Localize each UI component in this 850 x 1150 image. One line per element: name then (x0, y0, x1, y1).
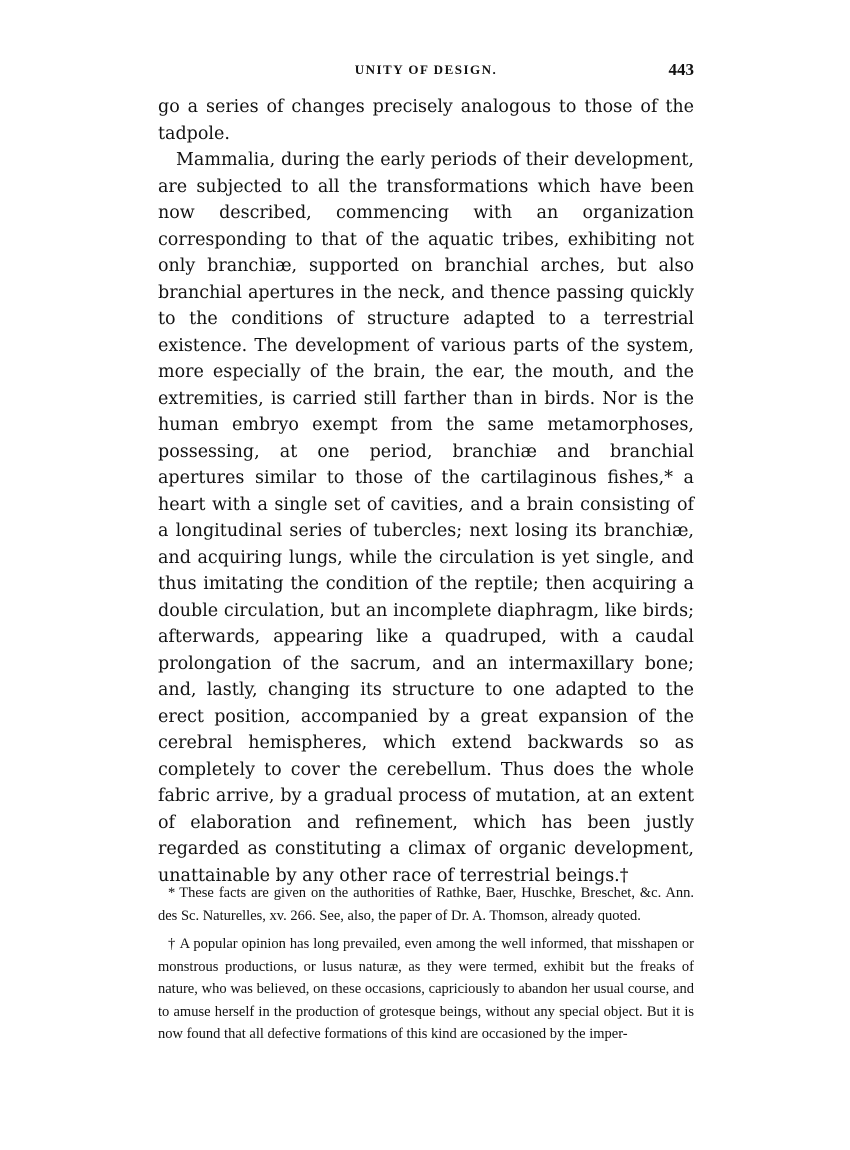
page-header (158, 60, 694, 84)
footnote-dagger (158, 933, 694, 1046)
footnote-marker: * (168, 885, 176, 901)
page-number: 443 (668, 60, 694, 79)
paragraph-continuation: go a series of changes precisely analogous to those of the tadpole. (158, 97, 694, 144)
running-head: UNITY OF DESIGN. (354, 62, 498, 77)
footnotes (158, 882, 694, 1052)
footnote-text: A popular opinion has long prevailed, even among the well informed, that misshapen or monstrous productions, or lusus naturæ, as they were termed, exhibit but the freaks of nature, who was believed, on these occasions, capriciously to abandon her usual course, and to amuse herself in the production of grotesque beings, without any special object. But it is now found that all defective formations of this kind are occasioned by the imper- (158, 936, 695, 1042)
footnote-asterisk (158, 882, 694, 927)
footnote-marker: † (168, 936, 176, 952)
footnote-text: These facts are given on the authorities of Rathke, Baer, Huschke, Breschet, &c. Ann. des Sc. Naturelles, xv. 266. See, also, the paper of Dr. A. Thomson, already quoted. (158, 885, 694, 924)
main-text (158, 94, 694, 889)
paragraph-mammalia: Mammalia, during the early periods of their development, are subjected to all the transformations which have been now described, commencing with an organization corresponding to that of the aquatic tribes, exhibiting not only branchiæ, supported on branchial arches, but also branchial apertures in the neck, and thence passing quickly to the conditions of structure adapted to a terrestrial existence. The development of various parts of the system, more especially of the brain, the ear, the mouth, and the extremities, is carried still farther than in birds. Nor is the human embryo exempt from the same metamorphoses, possessing, at one period, branchiæ and branchial apertures similar to those of the cartilaginous fishes,* a heart with a single set of cavities, and a brain consisting of a longitudinal series of tubercles; next losing its branchiæ, and acquiring lungs, while the circulation is yet single, and thus imitating the condition of the reptile; then acquiring a double circulation, but an incomplete diaphragm, like birds; afterwards, appearing like a quadruped, with a caudal prolongation of the sacrum, and an intermaxillary bone; and, lastly, changing its structure to one adapted to the erect position, accompanied by a great expansion of the cerebral hemispheres, which extend backwards so as completely to cover the cerebellum. Thus does the whole fabric arrive, by a gradual process of mutation, at an extent of elaboration and refinement, which has been justly regarded as constituting a climax of organic development, unattainable by any other race of terrestrial beings.† (158, 150, 694, 886)
